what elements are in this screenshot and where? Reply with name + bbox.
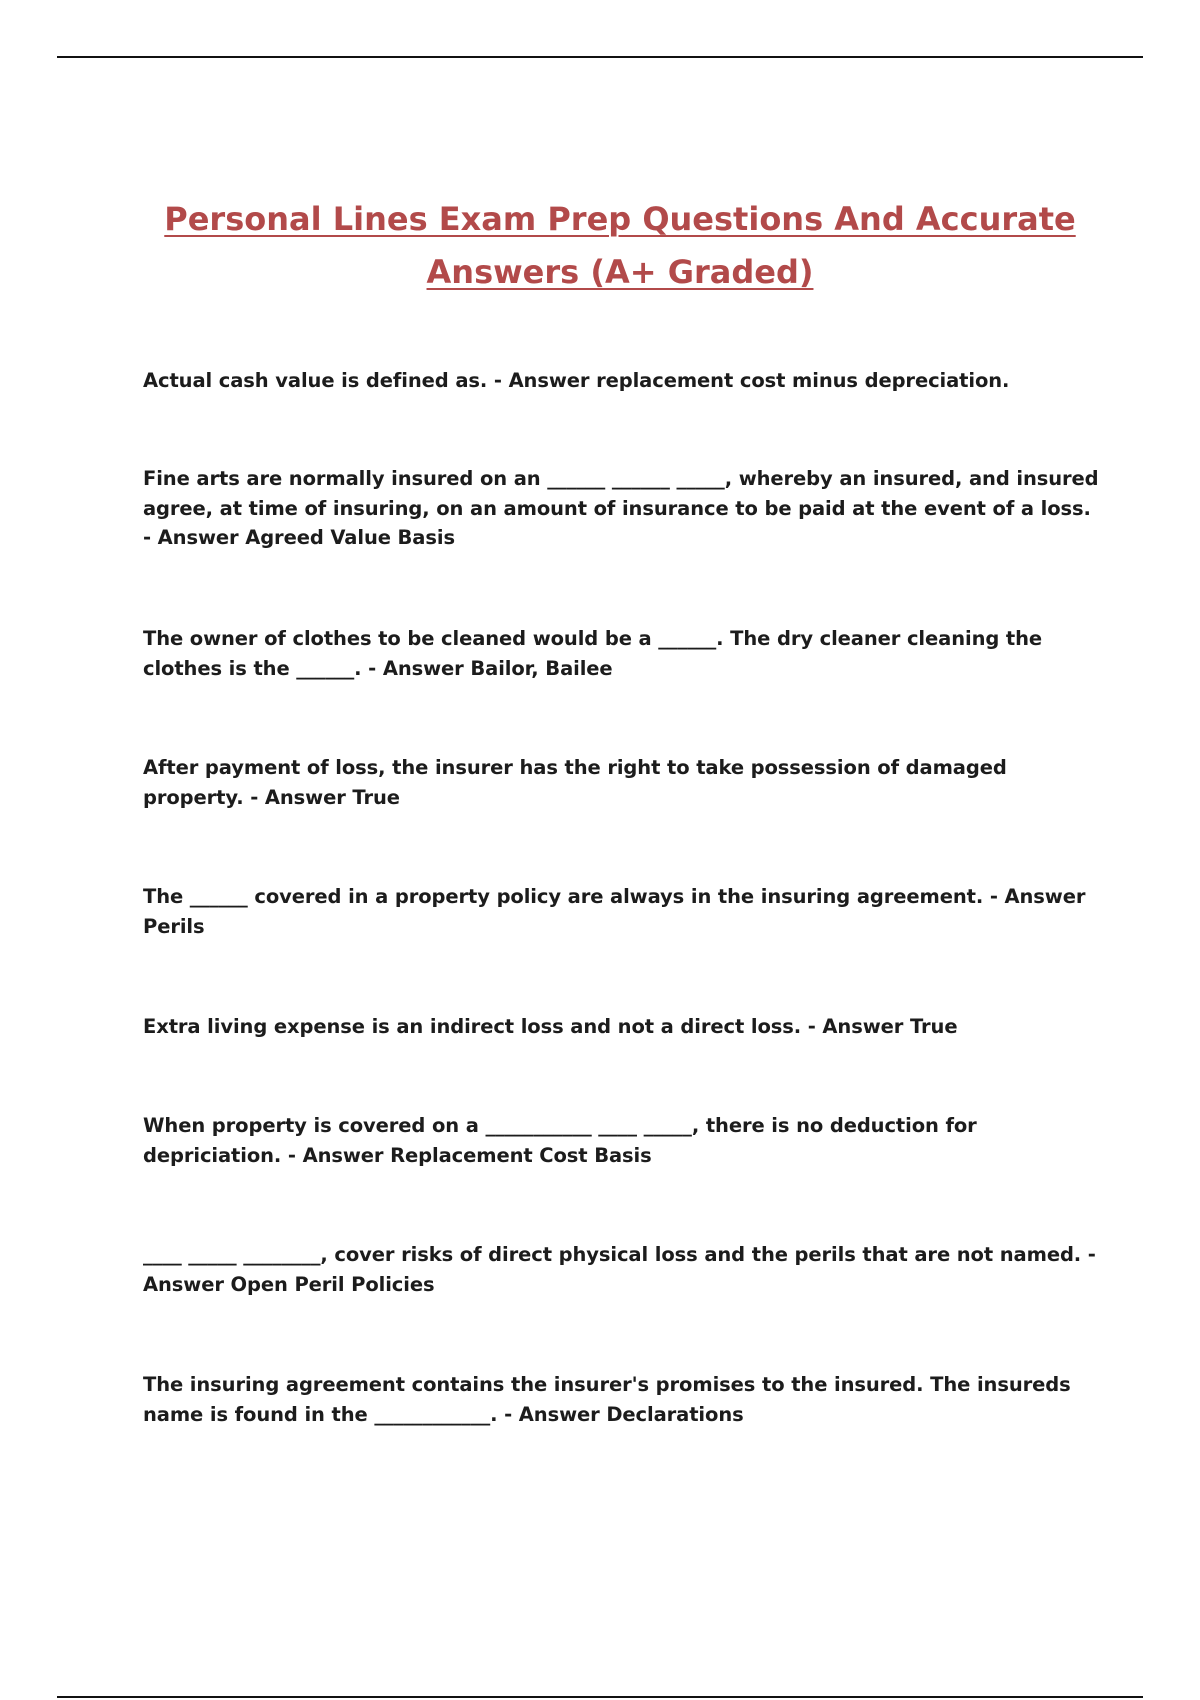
qa-item-1: Actual cash value is defined as. - Answer replacement cost minus depreciation.	[143, 369, 1010, 392]
top-rule	[57, 56, 1143, 58]
title-line-1: Personal Lines Exam Prep Questions And Accurate	[164, 200, 1076, 238]
qa-item-4: After payment of loss, the insurer has the right to take possession of damaged property. - Answer True	[143, 756, 1007, 809]
qa-item-3: The owner of clothes to be cleaned would be a ______. The dry cleaner cleaning the clothes is the ______. - Answer Bailor, Bailee	[143, 627, 1043, 680]
qa-item-2: Fine arts are normally insured on an ______ ______ _____, whereby an insured, and insured agree, at time of insuring, on an amount of insurance to be paid at the event of a loss. - Answer Agreed Value Basis	[143, 467, 1099, 549]
bottom-rule	[57, 1696, 1143, 1698]
qa-item-5: The ______ covered in a property policy are always in the insuring agreement. - Answer Perils	[143, 885, 1086, 938]
qa-item-7: When property is covered on a ___________ ____ _____, there is no deduction for depriciation. - Answer Replacement Cost Basis	[143, 1114, 977, 1167]
qa-item-8: ____ _____ ________, cover risks of direct physical loss and the perils that are not named. - Answer Open Peril Policies	[143, 1243, 1096, 1296]
qa-item-9: The insuring agreement contains the insurer's promises to the insured. The insureds name is found in the ____________. - Answer Declarations	[143, 1373, 1071, 1426]
document-title	[130, 193, 1110, 299]
title-line-2: Answers (A+ Graded)	[426, 253, 814, 291]
qa-item-6: Extra living expense is an indirect loss and not a direct loss. - Answer True	[143, 1015, 958, 1038]
